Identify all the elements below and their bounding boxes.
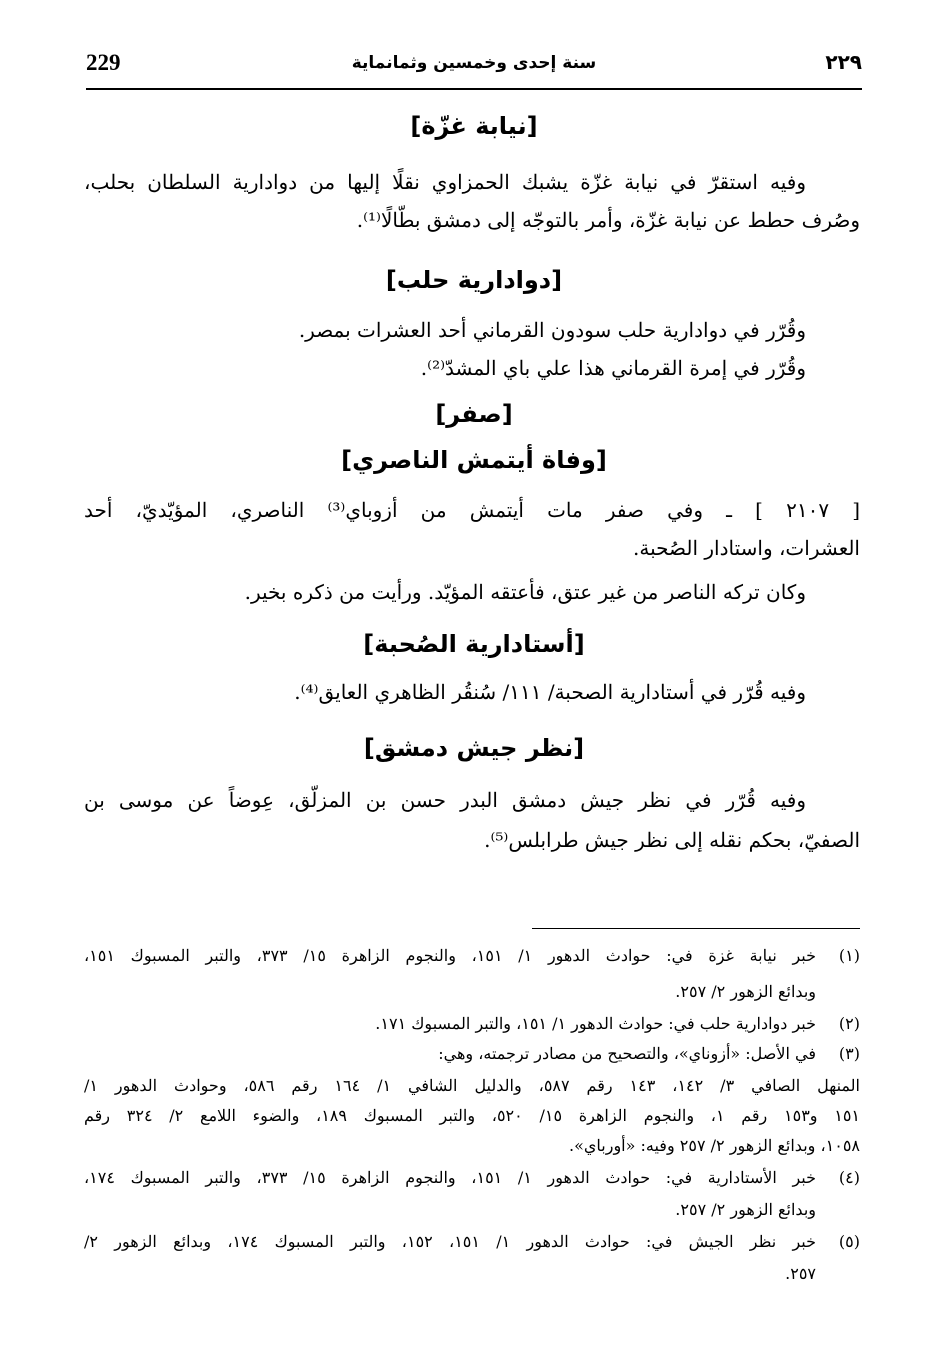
footnote-line: ٢٥٧. xyxy=(785,1264,816,1283)
paragraph-line: وقُرّر في دوادارية حلب سودون القرماني أحد العشرات بمصر. xyxy=(298,318,806,342)
footnote xyxy=(84,1014,860,1038)
section-heading: [وفاة أيتمش الناصري] xyxy=(341,446,607,474)
footnote-line: في الأصل: «أزوناي»، والتصحيح من مصادر ترجمته، وهي: xyxy=(438,1044,816,1063)
paragraph-line: العشرات، واستادار الصُحبة. xyxy=(633,536,860,560)
running-header xyxy=(86,50,862,86)
paragraph-line: وصُرف حطط عن نيابة غزّة، وأمر بالتوجّه إلى دمشق بطّالًا⁽¹⁾. xyxy=(356,208,860,232)
footnote-line: وبدائع الزهور ٢/ ٢٥٧. xyxy=(675,982,816,1001)
footnote xyxy=(84,1232,860,1256)
section-heading: [أستادارية الصُحبة] xyxy=(363,630,585,658)
paragraph-line: وفيه قُرّر في نظر جيش دمشق البدر حسن بن المزلّق، عِوضاً عن موسى بن xyxy=(84,788,806,812)
footnote-number: (٣) xyxy=(838,1044,860,1063)
paragraph-line: وفيه استقرّ في نيابة غزّة يشبك الحمزاوي نقلًا إليها من دوادارية السلطان بحلب، xyxy=(84,170,806,194)
footnote xyxy=(84,1168,860,1192)
footnote-number: (٥) xyxy=(838,1232,860,1251)
footnote-line: خبر نظر الجيش في: حوادث الدهور ١/ ١٥١، ١٥٢، والتبر المسبوك ١٧٤، وبدائع الزهور ٢/ xyxy=(84,1232,817,1251)
section-heading: [نظر جيش دمشق] xyxy=(363,734,585,762)
footnote-number: (٤) xyxy=(838,1168,860,1187)
footnote-line: ١٠٥٨، وبدائع الزهور ٢/ ٢٥٧ وفيه: «أورباي». xyxy=(569,1136,860,1155)
section-heading: [صفر] xyxy=(435,400,513,428)
footnote-separator xyxy=(532,928,860,929)
footnote-number: (١) xyxy=(838,946,860,965)
footnote-line: خبر نيابة غزة في: حوادث الدهور ١/ ١٥١، والنجوم الزاهرة ١٥/ ٣٧٣، والتبر المسبوك ١٥١، xyxy=(84,946,817,965)
section-heading: [نيابة غزّة] xyxy=(410,112,538,140)
paragraph-line: الصفيّ، بحكم نقله إلى نظر جيش طرابلس⁽⁵⁾. xyxy=(484,828,860,852)
footnote-number: (٢) xyxy=(838,1014,860,1033)
paragraph-line: وفيه قُرّر في أستادارية الصحبة/ ١١١/ سُنقُر الظاهري العايق⁽⁴⁾. xyxy=(294,680,806,704)
footnote-line: المنهل الصافي ٣/ ١٤٢، ١٤٣ رقم ٥٨٧، والدليل الشافي ١/ ١٦٤ رقم ٥٨٦، وحوادث الدهور ١/ xyxy=(84,1076,860,1095)
page-number-latin: 229 xyxy=(86,50,121,75)
header-rule xyxy=(86,88,862,90)
footnote-line: خبر دوادارية حلب في: حوادث الدهور ١/ ١٥١، والتبر المسبوك ١٧١. xyxy=(375,1014,816,1033)
paragraph-line: وكان تركه الناصر من غير عتق، فأعتقه المؤيّد. ورأيت من ذكره بخير. xyxy=(244,580,806,604)
footnote xyxy=(84,946,860,970)
running-title: سنة إحدى وخمسين وثمانماية xyxy=(351,53,597,73)
footnote-line: ١٥١ و١٥٣ رقم ١، والنجوم الزاهرة ١٥/ ٥٢٠، والتبر المسبوك ١٨٩، والضوء اللامع ٢/ ٣٢٤ رقم xyxy=(84,1106,861,1125)
paragraph-line: [ ٢١٠٧ ] ـ وفي صفر مات أيتمش من أزوباي⁽³⁾ الناصري، المؤيّديّ، أحد xyxy=(84,498,861,522)
paragraph-line: وقُرّر في إمرة القرماني هذا علي باي المشدّ⁽²⁾. xyxy=(420,356,806,380)
footnote-line: خبر الأستادارية في: حوادث الدهور ١/ ١٥١، والنجوم الزاهرة ١٥/ ٣٧٣، والتبر المسبوك ١٧٤، xyxy=(84,1168,816,1187)
page-number-arabic: ٢٢٩ xyxy=(825,50,862,74)
section-heading: [دوادارية حلب] xyxy=(385,266,563,294)
footnote xyxy=(84,1044,860,1068)
footnote-line: وبدائع الزهور ٢/ ٢٥٧. xyxy=(675,1200,816,1219)
